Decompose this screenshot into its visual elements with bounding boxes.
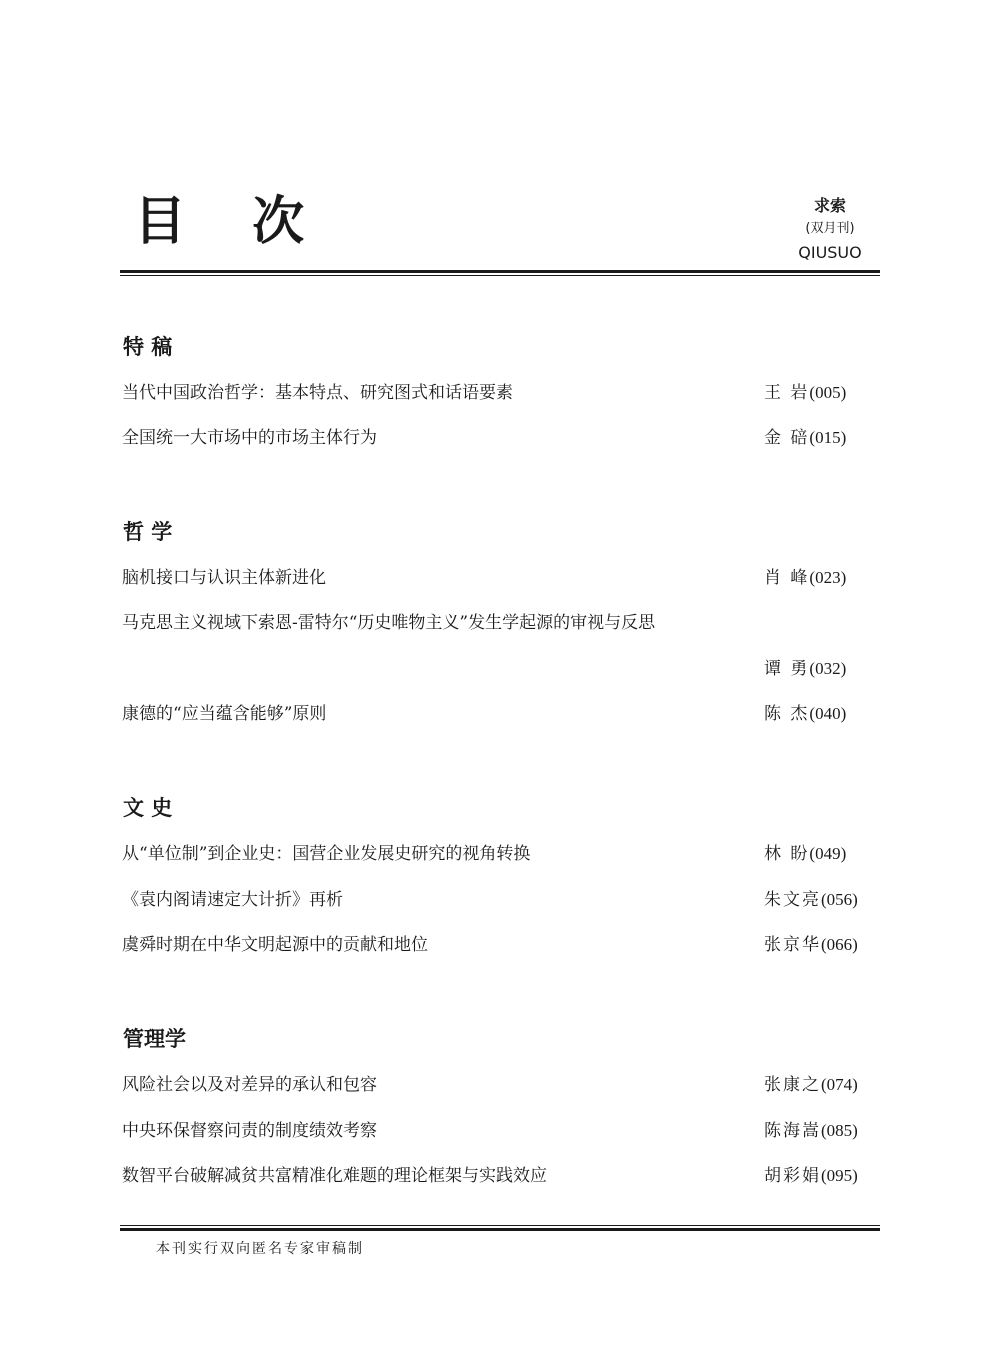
entry-author-page <box>764 565 882 591</box>
journal-frequency: (双月刊) <box>805 221 855 236</box>
review-policy-note: 本刊实行双向匿名专家审稿制 <box>156 1241 364 1257</box>
entry-author: 林 盼 <box>764 844 810 864</box>
section-title-philosophy: 哲 学 <box>123 520 173 544</box>
entry-page: (005) <box>809 383 847 402</box>
toc-entry-continuation <box>122 656 882 682</box>
toc-entry[interactable] <box>122 1163 882 1189</box>
toc-entry[interactable] <box>122 1072 882 1098</box>
journal-name: 求索 <box>813 196 846 215</box>
toc-entry[interactable] <box>122 932 882 958</box>
entry-author-page <box>764 932 882 958</box>
entry-page: (040) <box>809 704 847 723</box>
entry-title: 风险社会以及对差异的承认和包容 <box>122 1075 377 1095</box>
header-rule-thin <box>120 275 880 276</box>
entry-author-page <box>764 425 882 451</box>
entry-title: 康德的“应当蕴含能够”原则 <box>122 704 327 724</box>
journal-latin-name: QIUSUO <box>798 243 862 262</box>
toc-entry[interactable] <box>122 425 882 451</box>
entry-title: 中央环保督察问责的制度绩效考察 <box>122 1121 377 1141</box>
section-title-management: 管理学 <box>123 1027 186 1051</box>
footer-rule-thin <box>120 1225 880 1226</box>
toc-entry[interactable] <box>122 701 882 727</box>
entry-title: 《袁内阁请速定大计折》再析 <box>122 890 343 910</box>
entry-page: (085) <box>821 1121 858 1140</box>
entry-title: 虞舜时期在中华文明起源中的贡献和地位 <box>122 935 428 955</box>
entry-author: 肖 峰 <box>764 568 810 588</box>
entry-title: 脑机接口与认识主体新进化 <box>122 568 326 588</box>
section-title-special: 特 稿 <box>123 335 173 359</box>
entry-title: 数智平台破解减贫共富精准化难题的理论框架与实践效应 <box>122 1166 547 1186</box>
entry-author-page <box>764 887 882 913</box>
entry-author: 陈海嵩 <box>764 1121 821 1141</box>
entry-page: (074) <box>821 1075 858 1094</box>
entry-author-page <box>764 841 882 867</box>
toc-entry[interactable] <box>122 1118 882 1144</box>
toc-entry[interactable] <box>122 887 882 913</box>
header-rule-thick <box>120 270 880 273</box>
entry-author: 张康之 <box>764 1075 821 1095</box>
entry-author: 朱文亮 <box>764 890 821 910</box>
entry-author-page <box>764 380 882 406</box>
toc-entry[interactable] <box>122 565 882 591</box>
entry-author-page <box>764 1072 882 1098</box>
entry-title: 从“单位制”到企业史：国营企业发展史研究的视角转换 <box>122 844 531 864</box>
toc-entry[interactable] <box>122 380 882 406</box>
entry-author-page <box>764 656 882 682</box>
entry-page: (056) <box>821 890 858 909</box>
toc-entry[interactable] <box>122 610 882 636</box>
entry-author-page <box>764 701 882 727</box>
entry-author-page <box>764 1118 882 1144</box>
entry-author: 张京华 <box>764 935 821 955</box>
entry-page: (032) <box>809 659 847 678</box>
entry-author: 谭 勇 <box>764 659 810 679</box>
entry-author-page <box>764 1163 882 1189</box>
entry-page: (023) <box>809 568 847 587</box>
entry-author: 陈 杰 <box>764 704 810 724</box>
journal-masthead <box>760 196 880 263</box>
footer-rule-thick <box>120 1228 880 1231</box>
entry-page: (095) <box>821 1166 858 1185</box>
page-title: 目 次 <box>134 192 329 252</box>
entry-author: 胡彩娟 <box>764 1166 821 1186</box>
entry-title: 全国统一大市场中的市场主体行为 <box>122 428 377 448</box>
entry-page: (066) <box>821 935 858 954</box>
entry-page: (049) <box>809 844 847 863</box>
entry-title: 当代中国政治哲学：基本特点、研究图式和话语要素 <box>122 383 513 403</box>
section-title-literature-history: 文 史 <box>123 796 173 820</box>
toc-entry[interactable] <box>122 841 882 867</box>
entry-author: 金 碚 <box>764 428 810 448</box>
entry-author: 王 岩 <box>764 383 810 403</box>
entry-title: 马克思主义视域下索恩-雷特尔“历史唯物主义”发生学起源的审视与反思 <box>122 613 656 633</box>
entry-page: (015) <box>809 428 847 447</box>
